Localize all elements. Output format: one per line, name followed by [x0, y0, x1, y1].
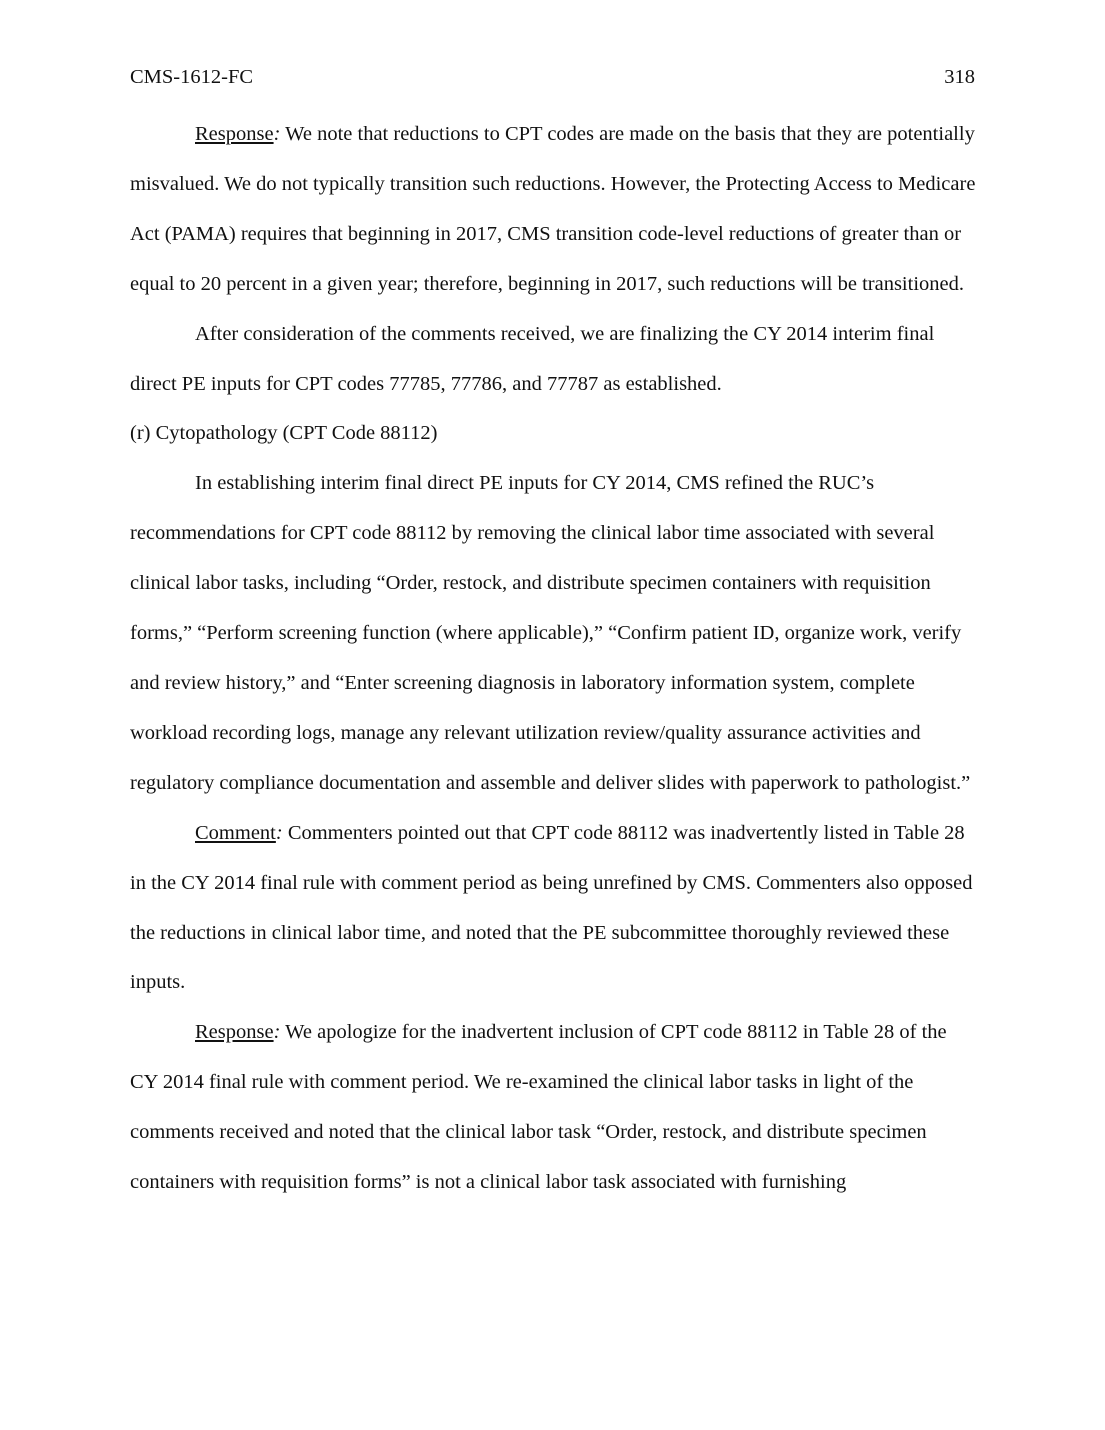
page-number: 318 — [944, 66, 975, 88]
lead-colon: : — [273, 1021, 281, 1044]
paragraph-lead: Comment — [195, 821, 276, 844]
paragraph-response-1 — [130, 110, 976, 310]
paragraph-text: We apologize for the inadvertent inclusion of CPT code 88112 in Table 28 of the CY 2014 final rule with comment period. We re-examined the clinical labor tasks in light of the comments received and noted that the clinical labor task “Order, restock, and distribute specimen containers with requisition forms” is not a clinical labor task associated with furnishing — [130, 1021, 947, 1194]
document-id: CMS-1612-FC — [130, 66, 254, 88]
paragraph-lead: Response — [195, 1021, 274, 1044]
paragraph-response-2 — [130, 1008, 976, 1208]
paragraph-text: We note that reductions to CPT codes are made on the basis that they are potentially misvalued. We do not typically transition such reductions. However, the Protecting Access to Medicare Act (PAMA) requires that beginning in 2017, CMS transition code-level reductions of greater than or equal to 20 percent in a given year; therefore, beginning in 2017, such reductions will be transitioned. — [130, 123, 976, 295]
paragraph-text: In establishing interim final direct PE inputs for CY 2014, CMS refined the RUC’s recommendations for CPT code 88112 by removing the clinical labor time associated with several clinical labor tasks, including “Order, restock, and distribute specimen containers with requisition forms,” “Perform screening function (where applicable),” “Confirm patient ID, organize work, verify and review history,” and “Enter screening diagnosis in laboratory information system, complete workload recording logs, manage any relevant utilization review/quality assurance activities and regulatory compliance documentation and assemble and deliver slides with paperwork to pathologist.” — [130, 472, 971, 794]
paragraph-text: After consideration of the comments received, we are finalizing the CY 2014 interim final direct PE inputs for CPT codes 77785, 77786, and 77787 as established. — [130, 322, 935, 395]
paragraph-comment — [130, 809, 976, 1009]
paragraph-text: Commenters pointed out that CPT code 88112 was inadvertently listed in Table 28 in the CY 2014 final rule with comment period as being unrefined by CMS. Commenters also opposed the reductions in clinical labor time, and noted that the PE subcommittee thoroughly reviewed these inputs. — [130, 821, 973, 994]
lead-colon: : — [275, 821, 283, 844]
lead-colon: : — [273, 123, 281, 145]
paragraph-interim-inputs — [130, 459, 976, 808]
paragraph-lead: Response — [195, 123, 274, 145]
page-header — [130, 66, 975, 92]
paragraph-conclusion — [130, 310, 976, 410]
document-body — [130, 110, 976, 1208]
section-heading: (r) Cytopathology (CPT Code 88112) — [130, 422, 438, 445]
